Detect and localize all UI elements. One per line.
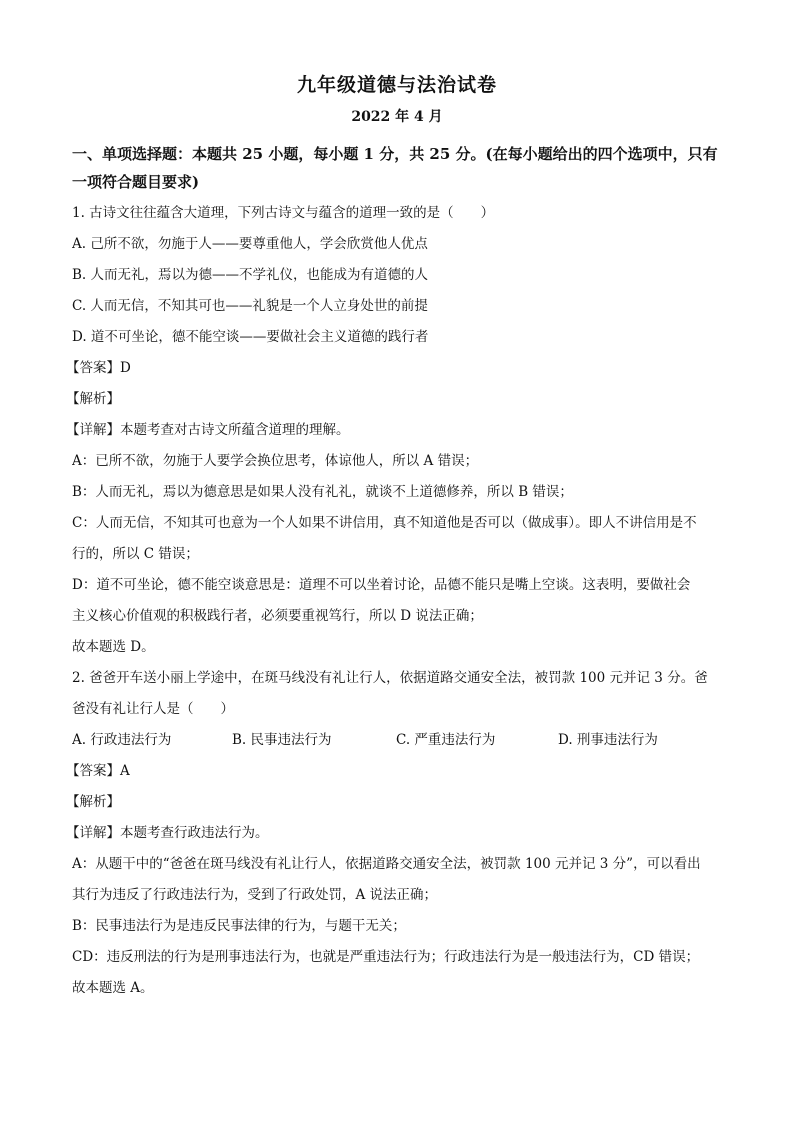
question-1-detail-intro: 【详解】本题考查对古诗文所蕴含道理的理解。 [66,422,350,438]
question-2-option-a: A. 行政违法行为 [72,732,172,748]
question-2-detail-cd: CD：违反刑法的行为是刑事违法行为，也就是严重违法行为；行政违法行为是一般违法行为，CD 错误； [72,949,700,965]
question-1-option-b: B. 人而无礼，焉以为德——不学礼仪，也能成为有道德的人 [72,267,429,283]
question-1-detail-b: B：人而无礼，焉以为德意思是如果人没有礼礼，就谈不上道德修养，所以 B 错误； [72,484,573,500]
question-2-option-c: C. 严重违法行为 [396,732,496,748]
question-2-stem-line-2: 爸没有礼让行人是（ ） [72,701,234,717]
question-1-answer: 【答案】D [66,360,131,376]
question-1-detail-d: D：道不可坐论，德不能空谈意思是：道理不可以坐着讨论，品德不能只是嘴上空谈。这表明，要做社会 [72,577,691,593]
question-2-detail-a-cont: 其行为违反了行政违法行为，受到了行政处罚，A 说法正确； [72,887,438,903]
question-1-detail-a: A：已所不欲，勿施于人要学会换位思考，体谅他人，所以 A 错误； [72,453,479,469]
question-2-option-d: D. 刑事违法行为 [558,732,658,748]
question-1-option-c: C. 人而无信，不知其可也——礼貌是一个人立身处世的前提 [72,298,428,314]
question-1-option-a: A. 己所不欲，勿施于人——要尊重他人，学会欣赏他人优点 [72,236,428,252]
exam-date: 2022 年 4 月 [351,109,443,125]
question-2-detail-a: A：从题干中的“爸爸在斑马线没有礼让行人，依据道路交通安全法，被罚款 100 元并记 3 分”，可以看出 [72,856,701,872]
question-content [66,198,722,1004]
question-2-conclusion: 故本题选 A。 [72,980,154,996]
question-1-option-d: D. 道不可坐论，德不能空谈——要做社会主义道德的践行者 [72,329,429,345]
question-1-detail-c-cont: 行的，所以 C 错误； [72,546,199,562]
question-1-stem: 1. 古诗文往往蕴含大道理，下列古诗文与蕴含的道理一致的是（ ） [72,205,495,221]
question-2-answer: 【答案】A [66,763,130,779]
question-2-option-b: B. 民事违法行为 [232,732,332,748]
question-1-detail-d-cont: 主义核心价值观的积极践行者，必须要重视笃行，所以 D 说法正确； [72,608,483,624]
question-2-options [72,725,722,756]
question-1-analysis-label: 【解析】 [66,391,120,407]
question-2-detail-intro: 【详解】本题考查行政违法行为。 [66,825,269,841]
question-1-detail-c: C：人而无信，不知其可也意为一个人如果不讲信用，真不知道他是否可以（做成事）。即人不讲信用是不 [72,515,697,531]
page-title: 九年级道德与法治试卷 [296,74,497,96]
question-1-conclusion: 故本题选 D。 [72,639,155,655]
question-2-stem-line-1: 2. 爸爸开车送小丽上学途中，在斑马线没有礼让行人，依据道路交通安全法，被罚款 100 元并记 3 分。爸 [72,670,708,686]
question-2-detail-b: B：民事违法行为是违反民事法律的行为，与题干无关； [72,918,406,934]
section-heading: 一、单项选择题：本题共 25 小题，每小题 1 分，共 25 分。(在每小题给出的四个选项中，只有一项符合题目要求) [72,145,718,191]
question-2-analysis-label: 【解析】 [66,794,120,810]
